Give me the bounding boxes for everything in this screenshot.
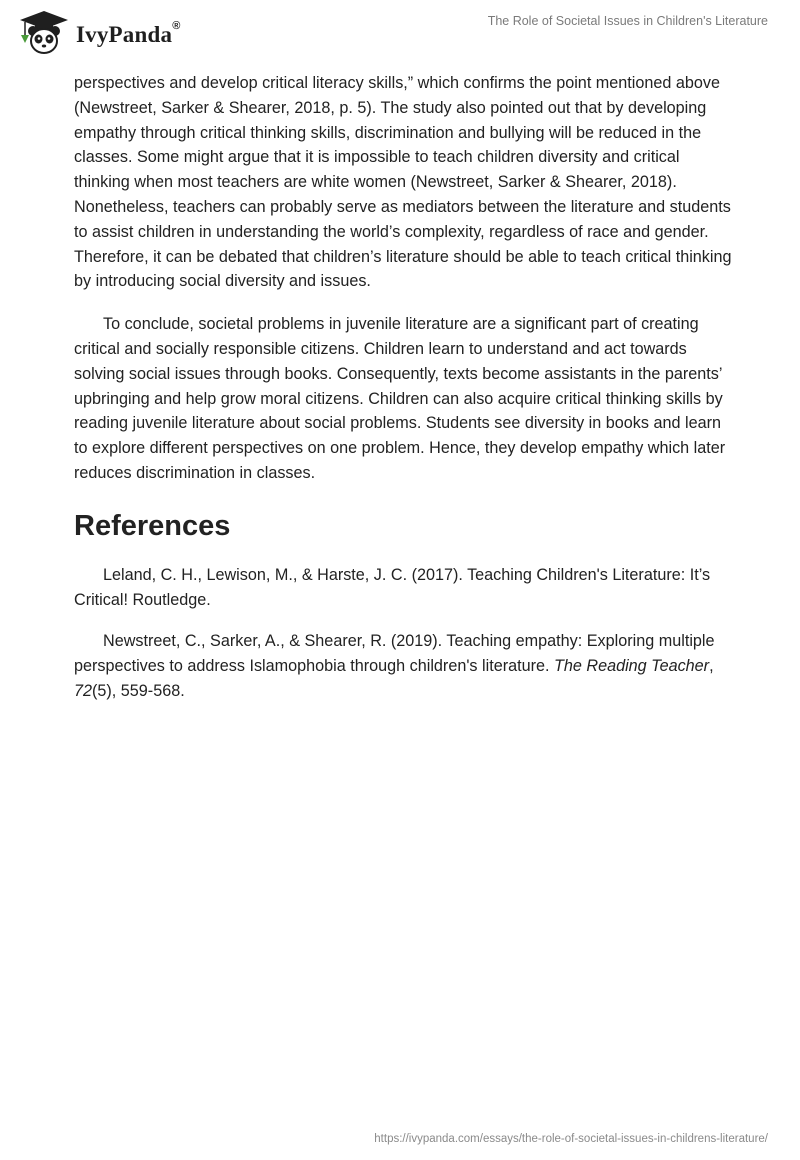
document-title: The Role of Societal Issues in Children's Literature — [487, 14, 768, 28]
journal-title: The Reading Teacher — [553, 657, 710, 676]
page-header — [0, 0, 800, 66]
essay-content — [74, 71, 734, 721]
panda-icon — [14, 8, 74, 56]
journal-volume: 72 — [74, 681, 93, 700]
conclusion-paragraph: To conclude, societal problems in juvenile literature are a significant part of creating critical and socially responsible citizens. Children learn to understand and act towards solving social issues through books. Consequently, texts become assistants in the parents’ upbringing and help grow moral citizens. Children can also acquire critical thinking skills by reading juvenile literature about social problems. Students see diversity in books and learn to explore different perspectives on one problem. Hence, they develop empathy which later reduces discrimination in classes. — [74, 315, 726, 482]
reference-item: Leland, C. H., Lewison, M., & Harste, J. C. (2017). Teaching Children's Literature: It’s Critical! Routledge. — [74, 565, 711, 609]
ivypanda-logo[interactable] — [14, 8, 181, 56]
source-url[interactable]: https://ivypanda.com/essays/the-role-of-societal-issues-in-childrens-literature/ — [374, 1133, 768, 1145]
body-paragraph: perspectives and develop critical literacy skills,” which confirms the point mentioned above (Newstreet, Sarker & Shearer, 2018, p. 5). The study also pointed out that by developing empathy through critical thinking skills, discrimination and bullying will be reduced in the classes. Some might argue that it is impossible to teach children diversity and critical thinking when most teachers are white women (Newstreet, Sarker & Shearer, 2018). Nonetheless, teachers can probably serve as mediators between the literature and students to assist children in understanding the world’s complexity, regardless of race and gender. Therefore, it can be debated that children’s literature should be able to teach critical thinking by introducing social diversity and issues. — [74, 74, 732, 291]
references-heading: References — [74, 509, 231, 542]
reference-item: Newstreet, C., Sarker, A., & Shearer, R. (2019). Teaching empathy: Exploring multiple perspectives to address Islamophobia through children's literature. The Reading Teacher, 72(5), 559-568. — [74, 632, 715, 700]
brand-name: IvyPanda® — [76, 20, 181, 47]
